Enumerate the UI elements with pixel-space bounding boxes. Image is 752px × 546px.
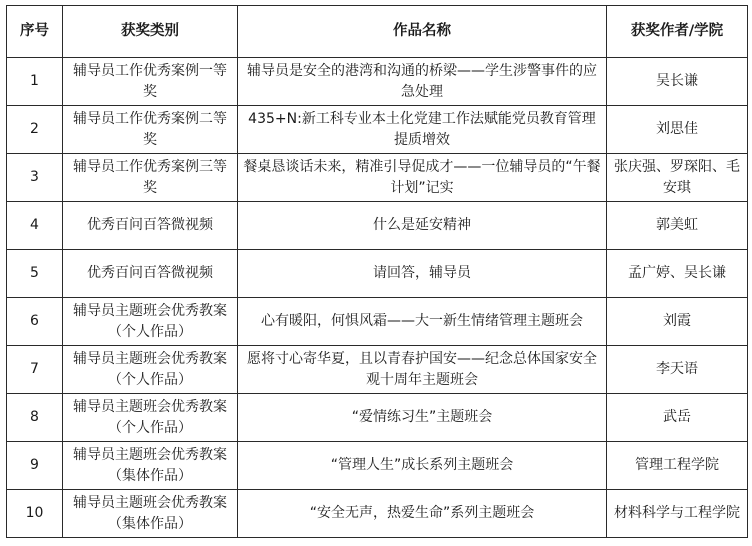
cell-winner: 张庆强、罗琛阳、毛安琪 [607, 154, 748, 202]
cell-category: 辅导员工作优秀案例一等奖 [63, 58, 238, 106]
cell-no: 3 [7, 154, 63, 202]
cell-work: 什么是延安精神 [238, 202, 607, 250]
table-row [7, 394, 748, 442]
table-header-row [7, 6, 748, 58]
header-work: 作品名称 [238, 6, 607, 58]
header-no: 序号 [7, 6, 63, 58]
cell-no: 1 [7, 58, 63, 106]
cell-winner: 吴长谦 [607, 58, 748, 106]
cell-winner: 郭美虹 [607, 202, 748, 250]
cell-winner: 李天语 [607, 346, 748, 394]
table-row [7, 346, 748, 394]
header-category: 获奖类别 [63, 6, 238, 58]
cell-no: 6 [7, 298, 63, 346]
cell-work: 辅导员是安全的港湾和沟通的桥梁——学生涉警事件的应急处理 [238, 58, 607, 106]
table-row [7, 154, 748, 202]
cell-category: 辅导员主题班会优秀教案（个人作品） [63, 346, 238, 394]
cell-no: 2 [7, 106, 63, 154]
table-row [7, 298, 748, 346]
cell-winner: 管理工程学院 [607, 442, 748, 490]
cell-work: 愿将寸心寄华夏，且以青春护国安——纪念总体国家安全观十周年主题班会 [238, 346, 607, 394]
cell-category: 辅导员主题班会优秀教案（集体作品） [63, 490, 238, 538]
table-row [7, 250, 748, 298]
cell-no: 10 [7, 490, 63, 538]
cell-winner: 武岳 [607, 394, 748, 442]
header-winner: 获奖作者/学院 [607, 6, 748, 58]
cell-work: 心有暖阳，何惧风霜——大一新生情绪管理主题班会 [238, 298, 607, 346]
cell-category: 辅导员主题班会优秀教案（个人作品） [63, 394, 238, 442]
cell-category: 辅导员主题班会优秀教案（个人作品） [63, 298, 238, 346]
cell-no: 7 [7, 346, 63, 394]
awards-table [6, 5, 748, 538]
cell-work: 请回答，辅导员 [238, 250, 607, 298]
cell-no: 8 [7, 394, 63, 442]
cell-winner: 孟广婷、吴长谦 [607, 250, 748, 298]
table-row [7, 202, 748, 250]
cell-no: 4 [7, 202, 63, 250]
cell-work: “管理人生”成长系列主题班会 [238, 442, 607, 490]
cell-category: 辅导员工作优秀案例三等奖 [63, 154, 238, 202]
table-row [7, 106, 748, 154]
cell-no: 5 [7, 250, 63, 298]
cell-winner: 刘霞 [607, 298, 748, 346]
cell-work: “安全无声，热爱生命”系列主题班会 [238, 490, 607, 538]
cell-work: 餐桌恳谈话未来，精准引导促成才——一位辅导员的“午餐计划”记实 [238, 154, 607, 202]
cell-category: 优秀百问百答微视频 [63, 202, 238, 250]
cell-category: 辅导员主题班会优秀教案（集体作品） [63, 442, 238, 490]
table-row [7, 58, 748, 106]
cell-work: 435+N:新工科专业本土化党建工作法赋能党员教育管理提质增效 [238, 106, 607, 154]
cell-work: “爱情练习生”主题班会 [238, 394, 607, 442]
cell-winner: 材料科学与工程学院 [607, 490, 748, 538]
cell-winner: 刘思佳 [607, 106, 748, 154]
table-row [7, 442, 748, 490]
table-row [7, 490, 748, 538]
cell-category: 优秀百问百答微视频 [63, 250, 238, 298]
cell-category: 辅导员工作优秀案例二等奖 [63, 106, 238, 154]
cell-no: 9 [7, 442, 63, 490]
